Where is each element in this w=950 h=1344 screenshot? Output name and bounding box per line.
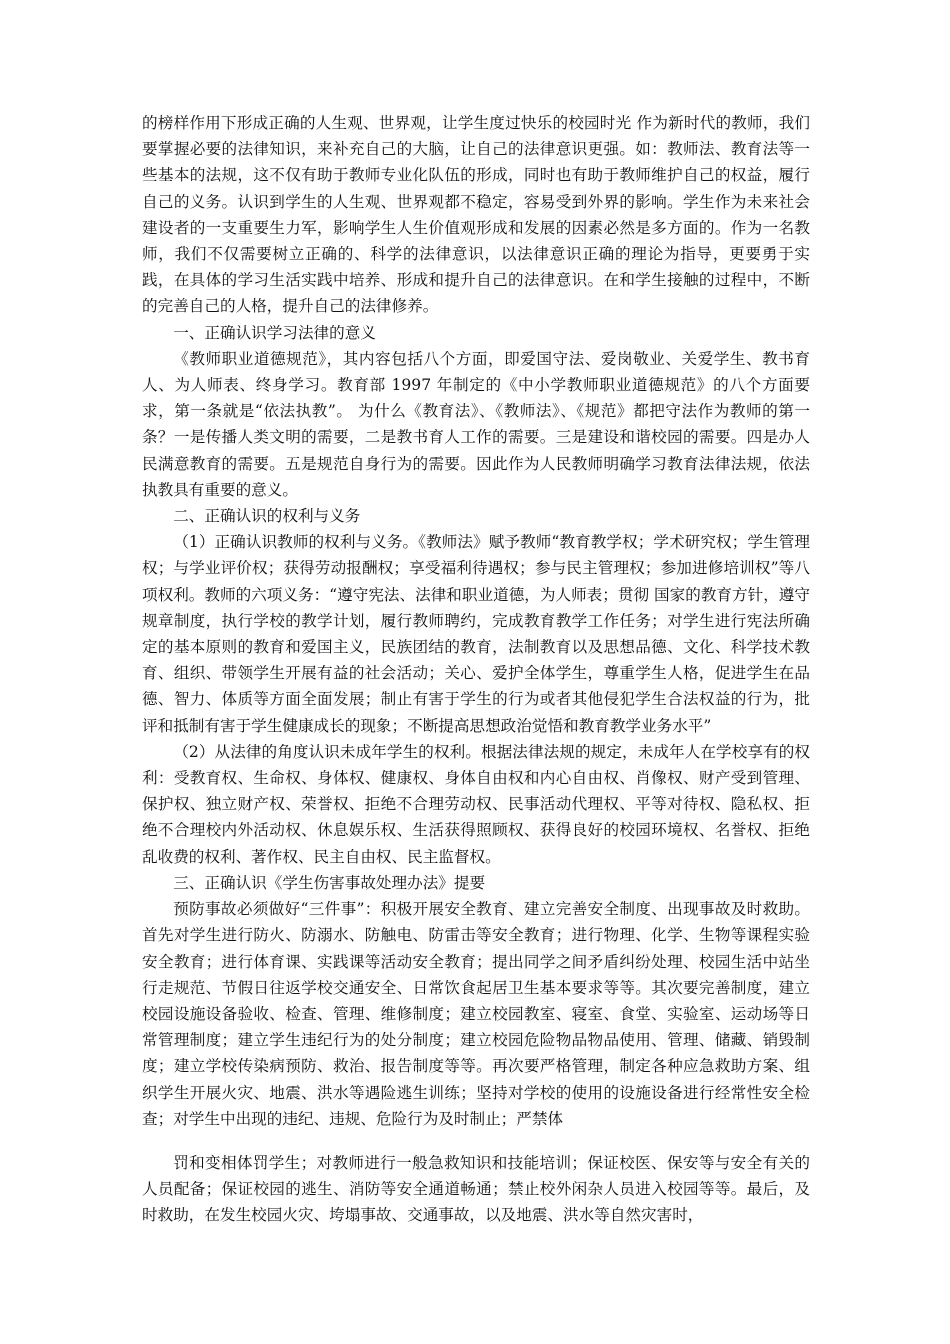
section-heading-1: 一、正确认识学习法律的意义 (173, 323, 376, 342)
paragraph-intro: 的榜样作用下形成正确的人生观、世界观，让学生度过快乐的校园时光 作为新时代的教师，我们要掌握必要的法律知识，来补充自己的大脑，让自己的法律意识更强。如：教师法、教育法等一些基本的法规，这不仅有助于教师专业化队伍的形成，同时也有助于教师维护自己的权益，履行自己的义务。认识到学生的人生观、世界观都不稳定，容易受到外界的影响。学生作为未来社会建设者的一支重要生力军，影响学生人生价值观形成和发展的因素必然是多方面的。作为一名教师，我们不仅需要树立正确的、科学的法律意识，以法律意识正确的理论为指导，更要勇于实践，在具体的学习生活实践中培养、形成和提升自己的法律意识。在和学生接触的过程中，不断的完善自己的人格，提升自己的法律修养。 (142, 114, 810, 316)
paragraph-accident-prevention: 预防事故必须做好“三件事”：积极开展安全教育、建立完善安全制度、出现事故及时救助。首先对学生进行防火、防溺水、防触电、防雷击等安全教育；进行物理、化学、生物等课程实验安全教育；进行体育课、实践课等活动安全教育；提出同学之间矛盾纠纷处理、校园生活中站坐行走规范、节假日往返学校交通安全、日常饮食起居卫生基本要求等等。其次要完善制度，建立校园设施设备验收、检查、管理、维修制度；建立校园教室、寝室、食堂、实验室、运动场等日常管理制度；建立学生违纪行为的处分制度；建立校园危险物品物品使用、管理、储藏、销毁制度；建立学校传染病预防、救治、报告制度等等。再次要严格管理，制定各种应急救助方案、组织学生开展火灾、地震、洪水等遇险逃生训练；坚持对学校的使用的设施设备进行经常性安全检查；对学生中出现的违纪、违规、危险行为及时制止；严禁体 (142, 900, 810, 1128)
paragraph-teacher-rights: （1）正确认识教师的权利与义务。《教师法》赋予教师“教育教学权；学术研究权；学生管理权；与学业评价权；获得劳动报酬权；享受福利待遇权；参与民主管理权；参加进修培训权”等八项权利。教师的六项义务：“遵守宪法、法律和职业道德，为人师表；贯彻 国家的教育方针，遵守规章制度，执行学校的教学计划，履行教师聘约，完成教育教学工作任务；对学生进行宪法所确定的基本原则的教育和爱国主义，民族团结的教育，法制教育以及思想品德、文化、科学技术教育、组织、带领学生开展有益的社会活动；关心、爱护全体学生，尊重学生人格，促进学生在品德、智力、体质等方面全面发展；制止有害于学生的行为或者其他侵犯学生合法权益的行为，批评和抵制有害于学生健康成长的现象；不断提高思想政治觉悟和教育教学业务水平” (142, 533, 810, 735)
paragraph-continuation: 罚和变相体罚学生；对教师进行一般急救知识和技能培训；保证校医、保安等与安全有关的人员配备；保证校园的逃生、消防等安全通道畅通；禁止校外闲杂人员进入校园等等。最后，及时救助，在发生校园火灾、垮塌事故、交通事故，以及地震、洪水等自然灾害时， (142, 1153, 810, 1225)
section-heading-2: 二、正确认识的权利与义务 (173, 507, 361, 526)
paragraph-student-rights: （2）从法律的角度认识未成年学生的权利。根据法律法规的规定，未成年人在学校享有的权利：受教育权、生命权、身体权、健康权、身体自由权和内心自由权、肖像权、财产受到管理、保护权、独立财产权、荣誉权、拒绝不合理劳动权、民事活动代理权、平等对待权、隐私权、拒绝不合理校内外活动权、休息娱乐权、生活获得照顾权、获得良好的校园环境权、名誉权、拒绝乱收费的权利、著作权、民主自由权、民主监督权。 (142, 742, 810, 866)
document-body (142, 110, 810, 1229)
paragraph-section-1: 《教师职业道德规范》，其内容包括八个方面，即爱国守法、爱岗敬业、关爱学生、教书育人、为人师表、终身学习。教育部 1997 年制定的《中小学教师职业道德规范》的八个方面要求，第一条就是“依法执教”。 为什么《教育法》、《教师法》、《规范》都把守法作为教师的第一条？一是传播人类文明的需要，二是教书育人工作的需要。三是建设和谐校园的需要。四是办人民满意教育的需要。五是规范自身行为的需要。因此作为人民教师明确学习教育法律法规，依法执教具有重要的意义。 (142, 349, 810, 499)
section-heading-3: 三、正确认识《学生伤害事故处理办法》提要 (173, 873, 486, 892)
